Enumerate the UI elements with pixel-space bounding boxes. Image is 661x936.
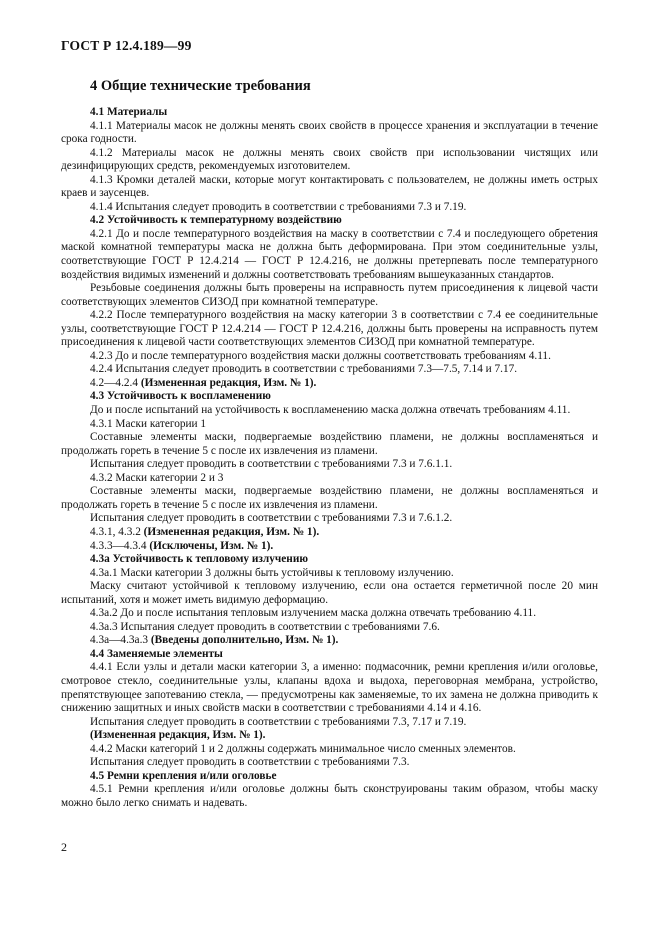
paragraph [61, 634, 598, 648]
subsection-heading [61, 770, 598, 784]
paragraph-text: 4.3а—4.3а.3 [90, 634, 151, 647]
paragraph [61, 607, 598, 621]
subsection-heading [61, 106, 598, 120]
paragraph-text: Составные элементы маски, подвергаемые воздействию пламени, не должны воспламеняться и продолжать гореть в течение 5 с после их извлечения из пламени. [61, 485, 598, 511]
paragraph-text: Испытания следует проводить в соответствии с требованиями 7.3. [90, 756, 410, 769]
page-number: 2 [61, 840, 67, 854]
paragraph [61, 350, 598, 364]
paragraph [61, 580, 598, 607]
paragraph [61, 377, 598, 391]
paragraph-text: 4.3.2 Маски категории 2 и 3 [90, 471, 224, 484]
amendment-note: (Введены дополнительно, Изм. № 1). [150, 634, 339, 647]
section-title: 4 Общие технические требования [90, 78, 311, 94]
subsection-heading [61, 390, 598, 404]
paragraph [61, 201, 598, 215]
paragraph [61, 526, 598, 540]
paragraph [61, 716, 598, 730]
page-header: ГОСТ Р 12.4.189—99 [61, 38, 192, 53]
paragraph-text: 4.3а.2 До и после испытания тепловым излучением маска должна отвечать требованию 4.11. [90, 607, 537, 620]
paragraph-text: 4.3а.3 Испытания следует проводить в соответствии с требованиями 7.6. [90, 620, 440, 633]
paragraph-text: 4.5 Ремни крепления и/или оголовье [90, 769, 277, 782]
subsection-heading [61, 214, 598, 228]
paragraph-text: 4.4.2 Маски категорий 1 и 2 должны содержать минимальное число сменных элементов. [90, 742, 516, 755]
paragraph-text: Испытания следует проводить в соответствии с требованиями 7.3 и 7.6.1.2. [90, 512, 453, 525]
paragraph [61, 512, 598, 526]
paragraph-text: Маску считают устойчивой к тепловому излучению, если она остается герметичной после 20 мин испытаний, хотя и может иметь видимую деформацию. [61, 580, 598, 606]
paragraph [61, 485, 598, 512]
paragraph [61, 174, 598, 201]
paragraph-text: 4.2—4.2.4 [90, 376, 141, 389]
paragraph [61, 309, 598, 350]
paragraph [61, 228, 598, 282]
paragraph-text: Испытания следует проводить в соответствии с требованиями 7.3 и 7.6.1.1. [90, 458, 453, 471]
subsection-heading [61, 729, 598, 743]
paragraph-text: 4.3.1, 4.3.2 [90, 525, 144, 538]
paragraph-text: 4.1.2 Материалы масок не должны менять своих свойств при использовании чистящих или дезинфицирующих средств, рекомендуемых изготовителем. [61, 146, 598, 173]
paragraph-text: 4.2 Устойчивость к температурному воздействию [90, 214, 342, 227]
paragraph-text: 4.1.4 Испытания следует проводить в соответствии с требованиями 7.3 и 7.19. [90, 200, 467, 213]
paragraph-text: 4.3 Устойчивость к воспламенению [90, 390, 271, 403]
paragraph [61, 661, 598, 715]
paragraph-text: Резьбовые соединения должны быть проверены на исправность путем присоединения к лицевой части соответствующих элементов СИЗОД при комнатной температуре. [61, 282, 598, 308]
paragraph [61, 756, 598, 770]
paragraph-text: 4.5.1 Ремни крепления и/или оголовье должны быть сконструированы таким образом, чтобы маску можно было легко снимать и надевать. [61, 783, 598, 809]
paragraph-text: 4.4.1 Если узлы и детали маски категории 3, а именно: подмасочник, ремни крепления и/или оголовье, смотровое стекло, соединительные узлы, клапаны вдоха и выдоха, переговорная мембрана, устройство, препятствующее запотеванию стекла, — предусмотрены как заменяемые, то их замена не должна приводить к снижению защитных и иных свойств маски в соответствии с требованиями 4.14 и 4.16. [61, 661, 598, 715]
paragraph [61, 404, 598, 418]
paragraph [61, 282, 598, 309]
paragraph-text: (Измененная редакция, Изм. № 1). [90, 729, 266, 742]
paragraph-text: 4.3а.1 Маски категории 3 должны быть устойчивы к тепловому излучению. [90, 566, 454, 579]
amendment-note: (Исключены, Изм. № 1). [149, 539, 274, 552]
paragraph [61, 743, 598, 757]
paragraph-text: 4.2.4 Испытания следует проводить в соответствии с требованиями 7.3—7.5, 7.14 и 7.17. [90, 363, 518, 376]
paragraph-text: 4.2.2 После температурного воздействия на маску категории 3 в соответствии с 7.4 ее соединительные узлы, соответствующие ГОСТ Р 12.4.214 — ГОСТ Р 12.4.216, должны быть проверены на исправность путем присоединения к лицевой части соответствующих элементов СИЗОД при комнатной температуре. [61, 309, 598, 349]
paragraph-text: Составные элементы маски, подвергаемые воздействию пламени, не должны воспламеняться и продолжать гореть в течение 5 с после их извлечения из пламени. [61, 431, 598, 457]
amendment-note: (Измененная редакция, Изм. № 1). [143, 525, 320, 538]
paragraph-text: До и после испытаний на устойчивость к воспламенению маска должна отвечать требованиям 4.11. [90, 404, 571, 417]
paragraph-text: 4.4 Заменяемые элементы [90, 647, 223, 660]
paragraph [61, 418, 598, 432]
paragraph-text: 4.3.1 Маски категории 1 [90, 417, 207, 430]
paragraph [61, 783, 598, 810]
amendment-note: (Измененная редакция, Изм. № 1). [140, 376, 317, 389]
body-text [61, 106, 598, 810]
paragraph-text: 4.1 Материалы [90, 106, 168, 118]
subsection-heading [61, 648, 598, 662]
paragraph [61, 431, 598, 458]
paragraph [61, 567, 598, 581]
paragraph-text: 4.2.3 До и после температурного воздействия маски должны соответствовать требованиям 4.11. [90, 349, 551, 362]
paragraph-text: Испытания следует проводить в соответствии с требованиями 7.3, 7.17 и 7.19. [90, 715, 467, 728]
paragraph-text: 4.1.1 Материалы масок не должны менять своих свойств в процессе хранения и эксплуатации в течение срока годности. [61, 119, 598, 146]
paragraph [61, 120, 598, 147]
paragraph [61, 472, 598, 486]
paragraph [61, 621, 598, 635]
paragraph [61, 363, 598, 377]
paragraph [61, 147, 598, 174]
paragraph-text: 4.2.1 До и после температурного воздействия на маску в соответствии с 7.4 и последующего обретения маской комнатной температуры маска не должна быть деформирована. При этом соединительные узлы, соответствующие ГОСТ Р 12.4.214 — ГОСТ Р 12.4.216, не должны претерпевать после температурного воздействия видимых изменений и должны соответствовать требованиям вышеуказанных стандартов. [61, 227, 598, 281]
subsection-heading [61, 553, 598, 567]
paragraph [61, 540, 598, 554]
paragraph-text: 4.1.3 Кромки деталей маски, которые могут контактировать с пользователем, не должны иметь острых краев и заусенцев. [61, 173, 598, 200]
paragraph-text: 4.3а Устойчивость к тепловому излучению [90, 553, 308, 566]
paragraph-text: 4.3.3—4.3.4 [90, 539, 150, 552]
paragraph [61, 458, 598, 472]
